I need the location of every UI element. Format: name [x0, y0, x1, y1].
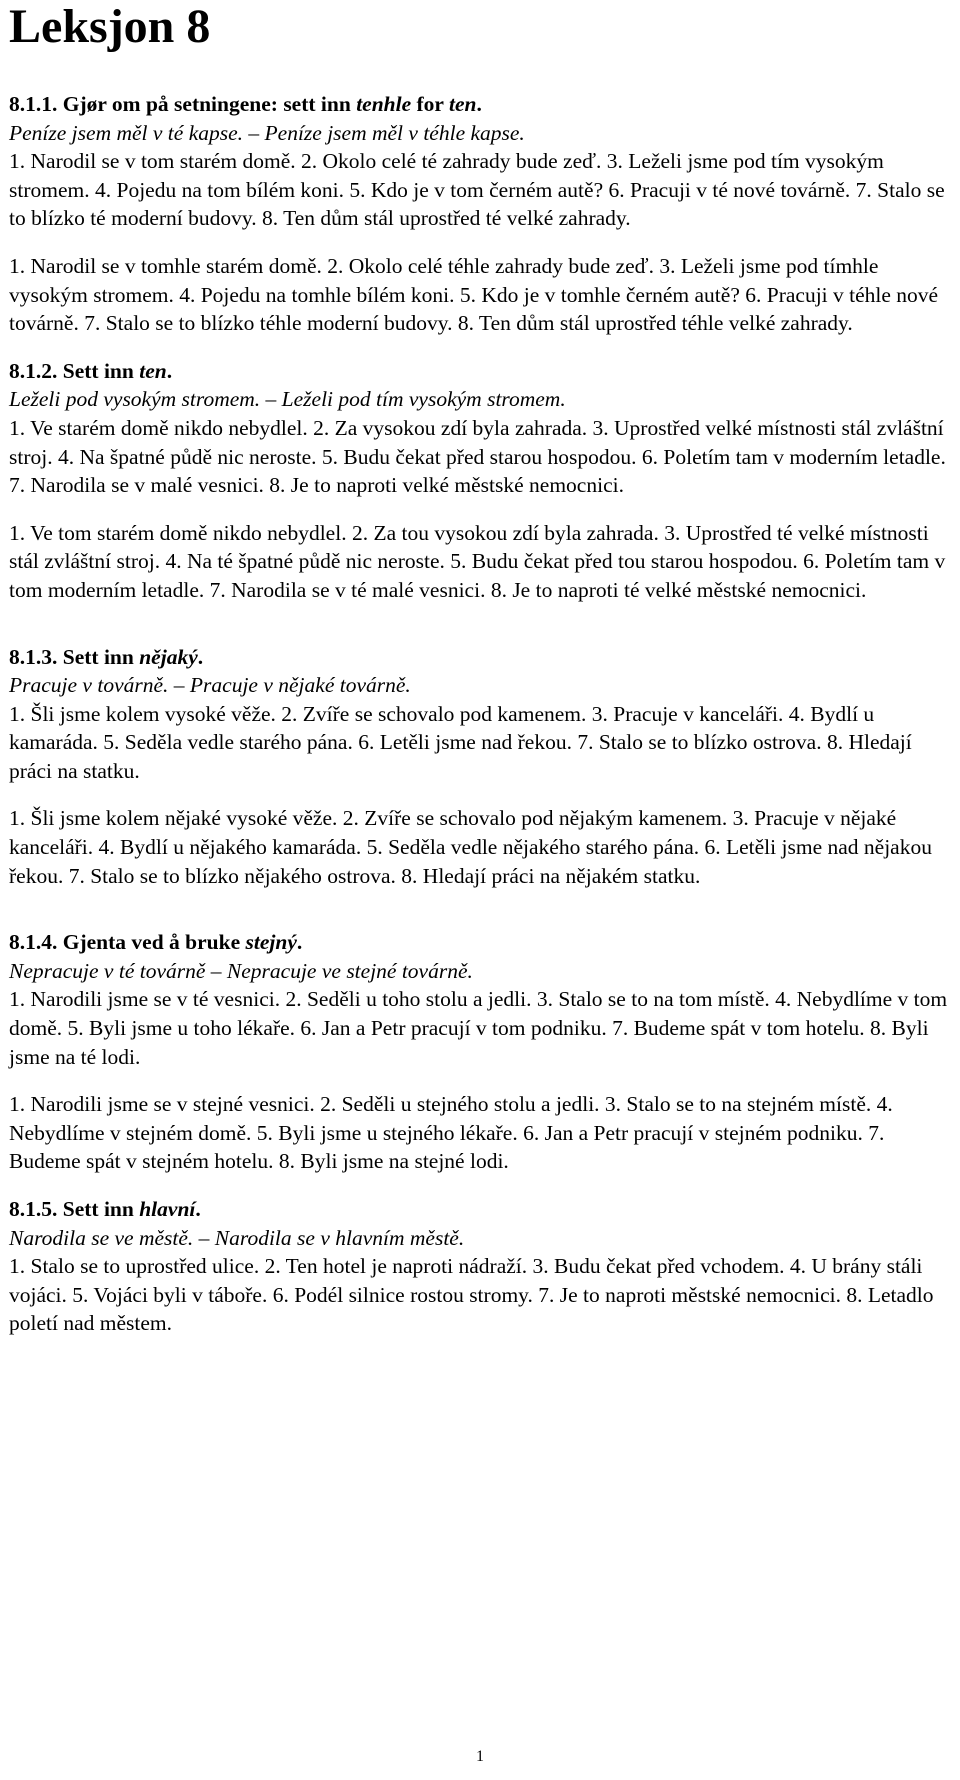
heading-keyword: hlavní: [139, 1197, 196, 1221]
heading-text: .: [166, 358, 173, 383]
exercise-text: 1. Narodili jsme se v té vesnici. 2. Seděli u toho stolu a jedli. 3. Stalo se to na tom místě. 4. Nebydlíme v tom domě. 5. Byli jsme u toho lékaře. 6. Jan a Petr pracují v tom podniku. 7. Budeme spát v tom hotelu. 8. Byli jsme na té lodi.: [9, 987, 948, 1069]
section-8-1-4: [9, 928, 954, 1176]
heading-text: 8.1.3. Sett inn: [9, 644, 140, 669]
page-number: 1: [476, 1748, 484, 1765]
heading-text: 8.1.4. Gjenta ved å bruke: [9, 930, 246, 955]
heading-keyword: tenhle: [356, 92, 412, 116]
example-sentence: Leželi pod vysokým stromem. – Leželi pod tím vysokým stromem.: [9, 387, 566, 412]
heading-text: 8.1.5. Sett inn: [9, 1197, 140, 1221]
document-page: [9, 0, 954, 1338]
answer-text: 1. Šli jsme kolem nějaké vysoké věže. 2. Zvíře se schovalo pod nějakým kamenem. 3. Pracuje v nějaké kanceláři. 4. Bydlí u nějakého kamaráda. 5. Seděla vedle nějakého starého pána. 6. Letěli jsme nad nějakou řekou. 7. Stalo se to blízko nějakého ostrova. 8. Hledají práci na nějakém statku.: [9, 806, 932, 888]
heading-keyword: stejný: [245, 930, 297, 955]
section-8-1-2: [9, 357, 954, 605]
answer-text: 1. Narodil se v tomhle starém domě. 2. Okolo celé téhle zahrady bude zeď. 3. Leželi jsme pod tímhle vysokým stromem. 4. Pojedu na tomhle bílém koni. 5. Kdo je v tomhle černém autě? 6. Pracuji v téhle nové továrně. 7. Stalo se to blízko téhle moderní budovy. 8. Ten dům stál uprostřed téhle velké zahrady.: [9, 253, 939, 336]
heading-keyword: nějaký: [139, 644, 198, 669]
heading-text: 8.1.2. Sett inn: [9, 358, 140, 383]
example-sentence: Narodila se ve městě. – Narodila se v hlavním městě.: [9, 1225, 465, 1250]
heading-text: .: [195, 1197, 201, 1221]
heading-text: .: [476, 92, 482, 116]
answer-text: 1. Narodili jsme se v stejné vesnici. 2. Seděli u stejného stolu a jedli. 3. Stalo se to na stejném místě. 4. Nebydlíme v stejném domě. 5. Byli jsme u stejného lékaře. 6. Jan a Petr pracují v stejném podniku. 7. Budeme spát v stejném hotelu. 8. Byli jsme na stejné lodi.: [9, 1092, 893, 1174]
section-8-1-1: [9, 90, 954, 338]
exercise-text: 1. Stalo se to uprostřed ulice. 2. Ten hotel je naproti nádraží. 3. Budu čekat před vchodem. 4. U brány stáli vojáci. 5. Vojáci byli v táboře. 6. Podél silnice rostou stromy. 7. Je to naproti městské nemocnici. 8. Letadlo poletí nad městem.: [9, 1254, 934, 1336]
heading-keyword: ten: [139, 358, 167, 383]
heading-text: 8.1.1. Gjør om på setningene: sett inn: [9, 92, 357, 116]
section-heading: [9, 1195, 954, 1224]
section-heading: [9, 357, 954, 386]
answer-text: 1. Ve tom starém domě nikdo nebydlel. 2. Za tou vysokou zdí byla zahrada. 3. Uprostřed té velké místnosti stál zvláštní stroj. 4. Na té špatné půdě nic neroste. 5. Budu čekat před tou starou hospodou. 6. Poletím tam v tom moderním letadle. 7. Narodila se v té malé vesnici. 8. Je to naproti té velké městské nemocnici.: [9, 520, 946, 602]
section-heading: [9, 90, 954, 119]
section-heading: [9, 928, 954, 957]
section-heading: [9, 643, 954, 672]
heading-text: .: [197, 644, 204, 669]
exercise-text: 1. Ve starém domě nikdo nebydlel. 2. Za vysokou zdí byla zahrada. 3. Uprostřed velké místnosti stál zvláštní stroj. 4. Na špatné půdě nic neroste. 5. Budu čekat před starou hospodou. 6. Poletím tam v moderním letadle. 7. Narodila se v malé vesnici. 8. Je to naproti velké městské nemocnici.: [9, 415, 946, 498]
exercise-text: 1. Šli jsme kolem vysoké věže. 2. Zvíře se schovalo pod kamenem. 3. Pracuje v kanceláři. 4. Bydlí u kamaráda. 5. Seděla vedle starého pána. 6. Letěli jsme nad řekou. 7. Stalo se to blízko ostrova. 8. Hledají práci na statku.: [9, 701, 912, 783]
example-sentence: Peníze jsem měl v té kapse. – Peníze jsem měl v téhle kapse.: [9, 120, 525, 145]
section-8-1-3: [9, 643, 954, 891]
page-title: Leksjon 8: [9, 0, 211, 53]
exercise-text: 1. Narodil se v tom starém domě. 2. Okolo celé té zahrady bude zeď. 3. Leželi jsme pod tím vysokým stromem. 4. Pojedu na tom bílém koni. 5. Kdo je v tom černém autě? 6. Pracuji v té nové továrně. 7. Stalo se to blízko té moderní budovy. 8. Ten dům stál uprostřed té velké zahrady.: [9, 149, 945, 231]
example-sentence: Nepracuje v té továrně – Nepracuje ve stejné továrně.: [9, 958, 473, 983]
heading-text: .: [296, 930, 303, 955]
heading-keyword: ten: [448, 92, 477, 116]
heading-text: for: [411, 92, 449, 116]
section-8-1-5: [9, 1195, 954, 1338]
example-sentence: Pracuje v továrně. – Pracuje v nějaké továrně.: [9, 673, 411, 698]
